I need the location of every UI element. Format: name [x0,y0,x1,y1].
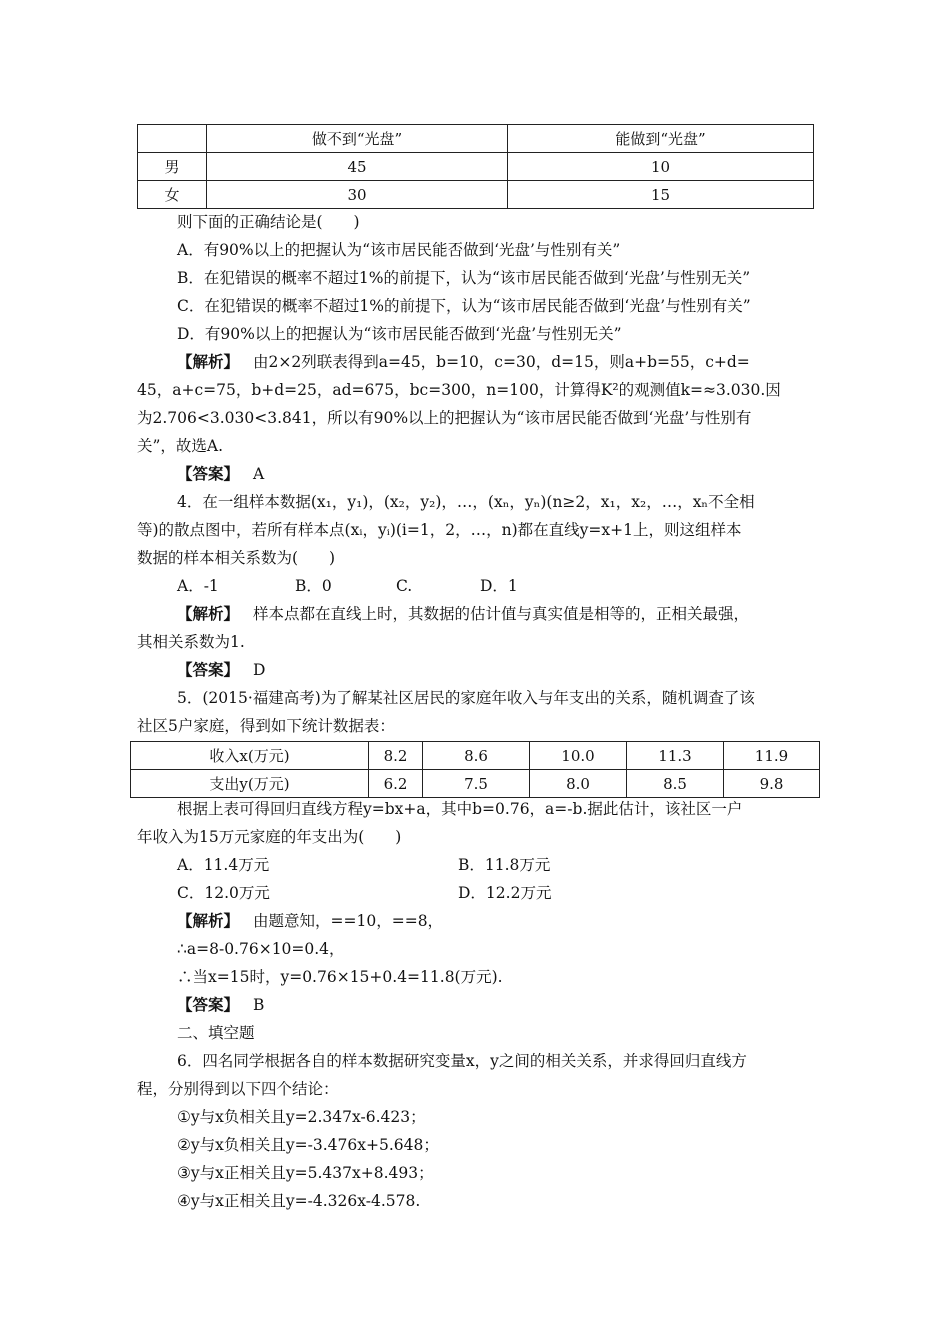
table-cell: 8.5 [627,770,724,798]
table-cell [138,125,207,153]
answer-label: 【答案】 [177,660,240,679]
analysis-line: 为2.706<3.030<3.841，所以有90%以上的把握认为“该市居民能否做到‘光盘’与性别有 [137,409,752,427]
table-row [131,742,820,770]
option-b: B．在犯错误的概率不超过1%的前提下，认为“该市居民能否做到‘光盘’与性别无关” [177,269,751,287]
table-cell: 45 [207,153,508,181]
option-d: D．12.2万元 [458,884,552,902]
option-d: D．有90%以上的把握认为“该市居民能否做到‘光盘’与性别无关” [177,325,622,343]
table-cell: 8.6 [423,742,530,770]
table-cell: 能做到“光盘” [508,125,814,153]
table-cell: 10.0 [530,742,627,770]
answer-value: A [253,465,265,483]
analysis-line: ∴当x=15时，y=0.76×15+0.4=11.8(万元). [177,968,503,986]
question-stem: 社区5户家庭，得到如下统计数据表： [137,717,395,735]
option-a: A．11.4万元 [177,856,270,874]
question-stem: 等)的散点图中，若所有样本点(xᵢ，yᵢ)(i=1，2，…，n)都在直线y=x+1上，则这组样本 [137,521,742,539]
question-stem: 4．在一组样本数据(x₁，y₁)，(x₂，y₂)，…，(xₙ，yₙ)(n≥2，x₁，x₂，…，xₙ不全相 [177,493,755,511]
analysis-line [177,602,749,626]
list-item: ④y与x正相关且y=-4.326x-4.578. [177,1192,421,1210]
analysis-text: 样本点都在直线上时，其数据的估计值与真实值是相等的，正相关最强， [253,605,750,623]
question-text: 年收入为15万元家庭的年支出为( ) [137,828,402,846]
list-item: ①y与x负相关且y=2.347x-6.423； [177,1108,426,1126]
answer-line [177,462,264,486]
analysis-line [177,350,750,374]
question-stem: 5．(2015·福建高考)为了解某社区居民的家庭年收入与年支出的关系，随机调查了该 [177,689,755,707]
question-stem: 程，分别得到以下四个结论： [137,1080,339,1098]
answer-value: D [253,661,266,679]
option-a: A．-1 [177,577,219,595]
analysis-line: ∴a=8-0.76×10=0.4， [177,940,345,958]
table-cell: 做不到“光盘” [207,125,508,153]
analysis-line: 关”，故选A. [137,437,224,455]
table-row [138,153,814,181]
table-cell: 6.2 [369,770,423,798]
analysis-line [177,909,443,933]
table-row [131,770,820,798]
data-table [130,741,820,798]
option-c: C．12.0万元 [177,884,270,902]
analysis-text: 由题意知，==10，==8， [253,912,444,930]
contingency-table [137,124,814,209]
table-cell: 女 [138,181,207,209]
answer-line [177,658,265,682]
analysis-label: 【解析】 [177,604,240,623]
option-d: D．1 [480,577,518,595]
answer-line [177,993,264,1017]
table-row [138,181,814,209]
question-stem: 6．四名同学根据各自的样本数据研究变量x，y之间的相关关系，并求得回归直线方 [177,1052,747,1070]
option-b: B．0 [295,577,332,595]
table-cell: 7.5 [423,770,530,798]
list-item: ③y与x正相关且y=5.437x+8.493； [177,1164,434,1182]
answer-value: B [253,996,265,1014]
table-cell: 9.8 [724,770,820,798]
table-row [138,125,814,153]
table-cell: 30 [207,181,508,209]
option-c: C．在犯错误的概率不超过1%的前提下，认为“该市居民能否做到‘光盘’与性别有关” [177,297,751,315]
analysis-text: 由2×2列联表得到a=45，b=10，c=30，d=15，则a+b=55，c+d= [253,353,750,371]
table-cell: 8.0 [530,770,627,798]
table-cell: 10 [508,153,814,181]
table-cell: 男 [138,153,207,181]
question-text: 根据上表可得回归直线方程y=bx+a，其中b=0.76，a=-b.据此估计，该社区一户 [177,800,743,818]
option-a: A．有90%以上的把握认为“该市居民能否做到‘光盘’与性别有关” [177,241,621,259]
answer-label: 【答案】 [177,464,240,483]
table-cell: 支出y(万元) [131,770,369,798]
section-heading: 二、填空题 [177,1024,255,1042]
table-cell: 8.2 [369,742,423,770]
answer-label: 【答案】 [177,995,240,1014]
table-cell: 收入x(万元) [131,742,369,770]
analysis-line: 其相关系数为1. [137,633,245,651]
list-item: ②y与x负相关且y=-3.476x+5.648； [177,1136,439,1154]
table-cell: 11.3 [627,742,724,770]
question-stem: 数据的样本相关系数为( ) [137,549,336,567]
option-b: B．11.8万元 [458,856,551,874]
analysis-label: 【解析】 [177,352,240,371]
question-stem: 则下面的正确结论是( ) [177,213,360,231]
table-cell: 15 [508,181,814,209]
analysis-label: 【解析】 [177,911,240,930]
analysis-line: 45，a+c=75，b+d=25，ad=675，bc=300，n=100，计算得K²的观测值k=≈3.030.因 [137,381,781,399]
option-c: C. [396,577,413,595]
table-cell: 11.9 [724,742,820,770]
